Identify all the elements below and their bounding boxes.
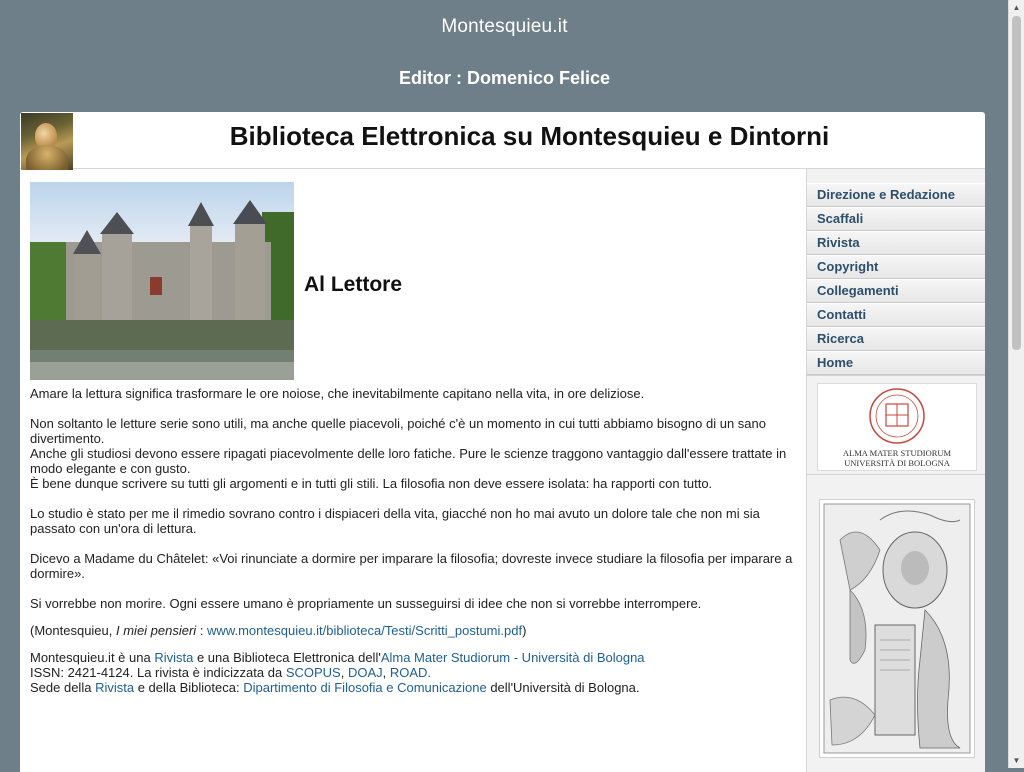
menu-item-home[interactable]: Home	[807, 351, 985, 375]
info-text: ISSN: 2421-4124. La rivista è indicizzata da	[30, 665, 286, 680]
page-title: Biblioteca Elettronica su Montesquieu e Dintorni	[229, 121, 830, 151]
info-text: Sede della	[30, 680, 96, 695]
info-line	[30, 665, 800, 680]
logo-text-line-1: ALMA MATER STUDIORUM	[842, 448, 952, 458]
section-title: Al Lettore	[304, 273, 403, 296]
scroll-up-icon[interactable]: ▲	[1012, 3, 1021, 12]
castle-image	[30, 182, 294, 380]
menu-item-scaffali[interactable]: Scaffali	[807, 207, 985, 231]
paragraph: Dicevo a Madame du Châtelet: «Voi rinunciate a dormire per imparare la filosofia; dovreste invece studiare la filosofia per imparare a dormire».	[30, 551, 793, 581]
department-link[interactable]: Dipartimento di Filosofia e Comunicazione	[243, 680, 487, 695]
paragraph: Si vorrebbe non morire. Ogni essere umano è propriamente un susseguirsi di idee che non si vorrebbe interrompere.	[30, 596, 702, 611]
menu-item-collegamenti[interactable]: Collegamenti	[807, 279, 985, 303]
main-content	[20, 169, 807, 772]
menu-item-ricerca[interactable]: Ricerca	[807, 327, 985, 351]
main-panel	[20, 112, 985, 772]
menu-item-contatti[interactable]: Contatti	[807, 303, 985, 327]
menu-item-rivista[interactable]: Rivista	[807, 231, 985, 255]
info-text: e una Biblioteca Elettronica dell'	[193, 650, 381, 665]
article-text	[30, 386, 800, 695]
info-line	[30, 650, 800, 665]
logo-text-line-2: UNIVERSITÀ DI BOLOGNA	[844, 458, 950, 468]
page-scrollbar[interactable]	[1008, 0, 1024, 768]
sidebar-menu	[807, 183, 985, 375]
engraving-image	[819, 499, 975, 758]
rivista-link-2[interactable]: Rivista	[95, 680, 135, 695]
doaj-link[interactable]: DOAJ	[347, 665, 383, 680]
site-title: Montesquieu.it	[441, 16, 568, 37]
citation-sep: :	[196, 623, 208, 638]
info-line	[30, 680, 800, 695]
paragraph: Amare la lettura significa trasformare le ore noiose, che inevitabilmente capitano nella vita, in ore deliziose.	[30, 386, 645, 401]
menu-item-copyright[interactable]: Copyright	[807, 255, 985, 279]
road-link[interactable]: ROAD.	[389, 665, 432, 680]
citation-suffix: )	[522, 623, 527, 638]
info-text: Montesquieu.it è una	[30, 650, 155, 665]
info-text: ,	[340, 665, 348, 680]
info-text: ,	[382, 665, 390, 680]
scroll-thumb[interactable]	[1012, 16, 1021, 350]
sidebar	[807, 169, 985, 772]
scroll-down-icon[interactable]: ▼	[1012, 756, 1021, 765]
citation-link[interactable]: www.montesquieu.it/biblioteca/Testi/Scritti_postumi.pdf	[207, 623, 523, 638]
unibo-logo[interactable]	[817, 383, 977, 471]
page-header	[20, 112, 985, 169]
montesquieu-portrait	[21, 113, 73, 170]
paragraph: Anche gli studiosi devono essere ripagati piacevolmente delle loro fatiche. Pure le scienze traggono vantaggio dall'essere trattate in modo elegante e con gusto.	[30, 446, 787, 476]
menu-item-direzione[interactable]: Direzione e Redazione	[807, 183, 985, 207]
citation	[30, 623, 800, 638]
rivista-link[interactable]: Rivista	[154, 650, 194, 665]
info-text: e della Biblioteca:	[134, 680, 244, 695]
citation-title: I miei pensieri	[116, 623, 197, 638]
paragraph: È bene dunque scrivere su tutti gli argomenti e in tutti gli stili. La filosofia non deve essere isolata: ha rapporti con tutto.	[30, 476, 713, 491]
citation-prefix: (Montesquieu,	[30, 623, 116, 638]
paragraph: Lo studio è stato per me il rimedio sovrano contro i dispiaceri della vita, giacché non ho mai avuto un dolore tale che non mi sia passato con un'ora di lettura.	[30, 506, 760, 536]
paragraph: Non soltanto le letture serie sono utili, ma anche quelle piacevoli, poiché c'è un momento in cui tutti abbiamo bisogno di un sano divertimento.	[30, 416, 766, 446]
scopus-link[interactable]: SCOPUS	[285, 665, 341, 680]
unibo-link[interactable]: Alma Mater Studiorum - Università di Bologna	[380, 650, 645, 665]
editor-line: Editor : Domenico Felice	[398, 68, 611, 88]
info-text: dell'Università di Bologna.	[486, 680, 640, 695]
